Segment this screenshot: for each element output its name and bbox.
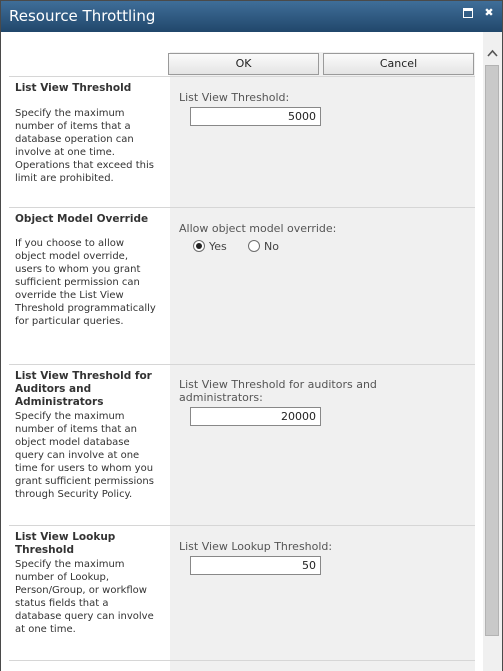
- section-lookup-threshold: [9, 525, 475, 660]
- section-heading: List View Lookup Threshold: [15, 531, 116, 556]
- field-label: List View Threshold:: [179, 91, 290, 104]
- dialog-content: [1, 32, 483, 671]
- override-yes-label: Yes: [209, 240, 227, 253]
- dialog-title: Resource Throttling: [9, 7, 156, 25]
- cancel-button[interactable]: Cancel: [323, 53, 474, 75]
- section-heading: Object Model Override: [15, 213, 149, 225]
- section-description: If you choose to allow object model override, users to whom you grant sufficient permission can override the List View Threshold programmatically for particular queries.: [15, 238, 156, 327]
- field-label: List View Threshold for auditors and administrators:: [179, 378, 377, 404]
- section-list-view-threshold: [9, 76, 475, 207]
- scroll-up-icon[interactable]: [486, 47, 499, 60]
- field-label: Allow object model override:: [179, 222, 337, 235]
- section-divider: [9, 660, 475, 671]
- ok-button[interactable]: OK: [168, 53, 319, 75]
- section-description: Specify the maximum number of items that a database operation can involve at one time. Operations that exceed this limit are prohibited.: [15, 108, 154, 184]
- vertical-scrollbar[interactable]: [483, 32, 502, 671]
- auditors-threshold-input[interactable]: 20000: [190, 407, 321, 426]
- dialog-titlebar: [1, 1, 502, 32]
- override-yes-radio[interactable]: [193, 240, 205, 252]
- section-heading: List View Threshold: [15, 82, 132, 94]
- override-no-radio[interactable]: [248, 240, 260, 252]
- section-auditors-threshold: [9, 364, 475, 525]
- section-description: Specify the maximum number of Lookup, Person/Group, or workflow status fields that a database query can involve at one time.: [15, 559, 154, 635]
- list-view-threshold-input[interactable]: 5000: [190, 107, 321, 126]
- field-label: List View Lookup Threshold:: [179, 540, 333, 553]
- section-heading: List View Threshold for Auditors and Administrators: [15, 370, 152, 408]
- section-description: Specify the maximum number of items that an object model database query can involve at one time for users to whom you grant sufficient permissions through Security Policy.: [15, 411, 154, 500]
- section-object-model-override: [9, 207, 475, 364]
- override-no-label: No: [264, 240, 279, 253]
- maximize-icon[interactable]: [462, 7, 474, 19]
- lookup-threshold-input[interactable]: 50: [190, 556, 321, 575]
- close-icon[interactable]: ✖: [484, 6, 494, 19]
- scrollbar-thumb[interactable]: [485, 65, 499, 636]
